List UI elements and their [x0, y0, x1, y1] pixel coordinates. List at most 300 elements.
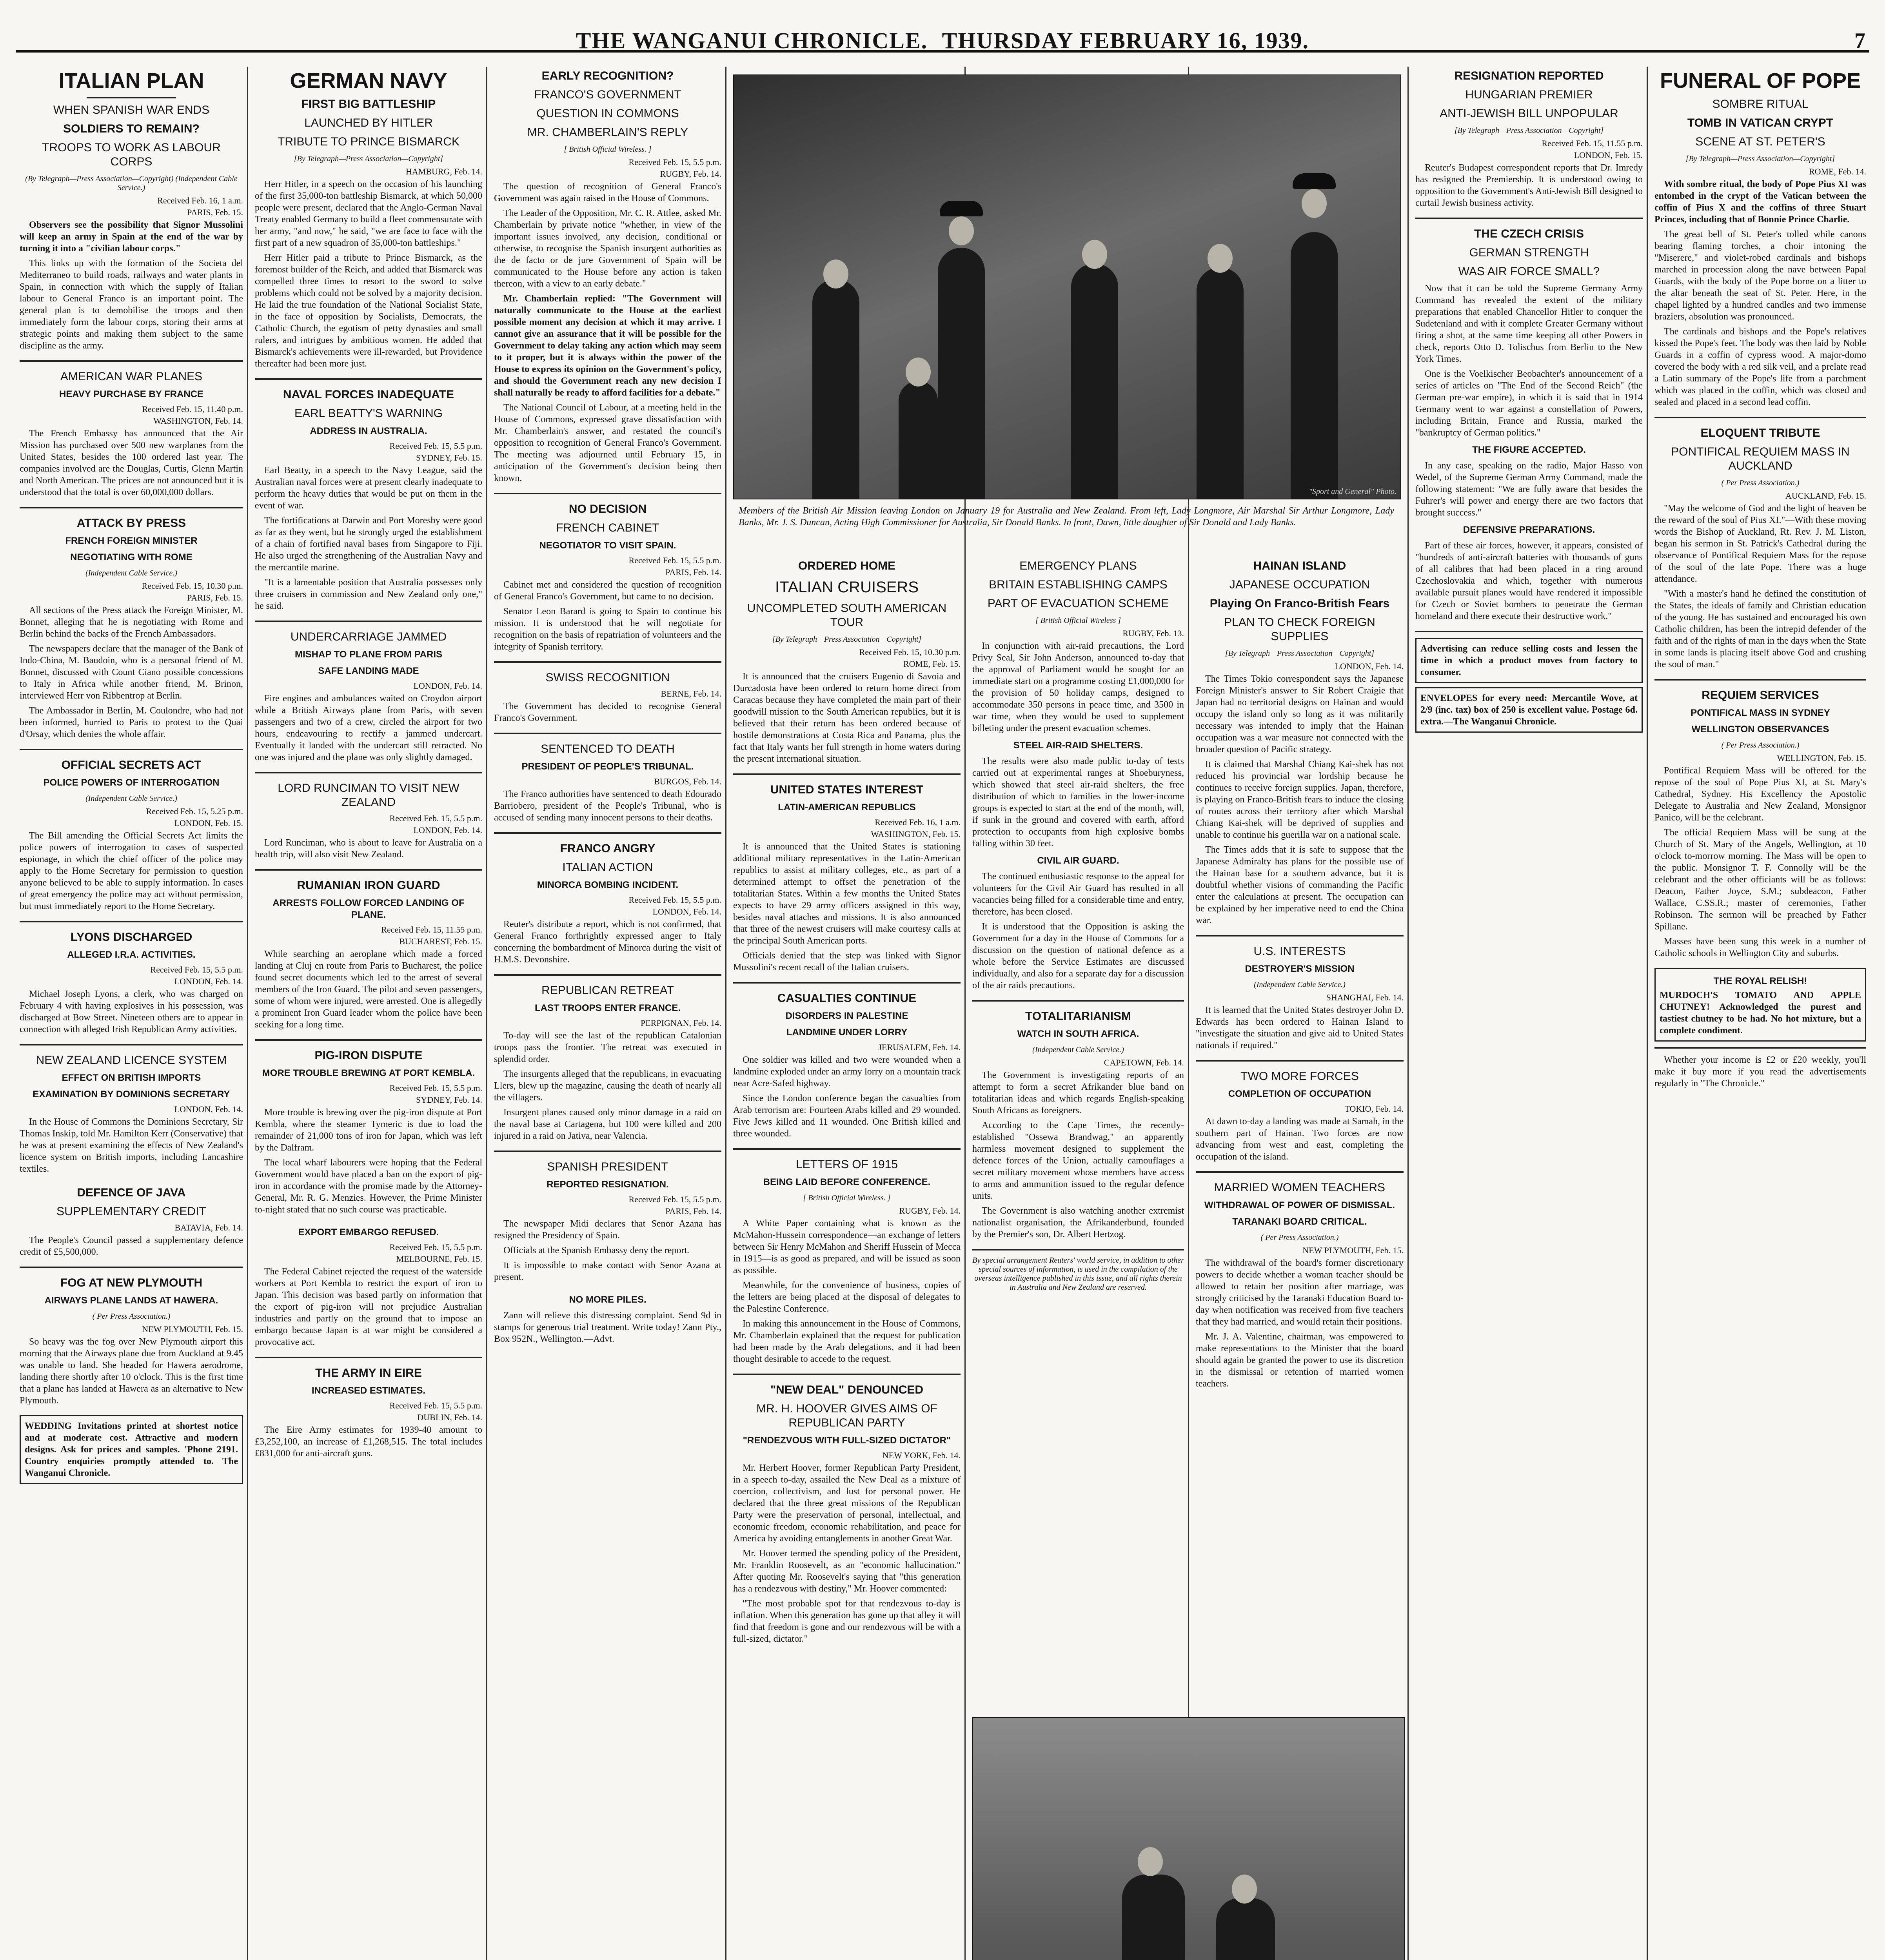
paragraph: It is understood that the Opposition is asking the Government for a day in the House of Commons for a discussion on the question of national defence as a whole before the Service Estimates are discussed individually, and also for a separate day for a discussion of the air raids precautions.: [972, 922, 1184, 991]
received-line: Received Feb. 15, 5.25 p.m.: [146, 806, 243, 816]
headline: TWO MORE FORCES: [1240, 1070, 1359, 1083]
subheadline: EFFECT ON BRITISH IMPORTS: [62, 1073, 201, 1083]
wire-credit: [By Telegraph—Press Association—Copyright]: [1454, 126, 1604, 135]
dateline: ROME, Feb. 14.: [1809, 167, 1866, 176]
received-line: Received Feb. 15, 5.5 p.m.: [150, 965, 243, 975]
dateline: TOKIO, Feb. 14.: [1344, 1104, 1404, 1114]
advert-income: Whether your income is £2 or £20 weekly, you'll make it buy more if you read the advertisements regularly in "The Chronicle.": [1654, 1055, 1866, 1089]
column-6: [1192, 557, 1407, 1709]
paragraph: Meanwhile, for the convenience of business, copies of the letters are being placed at the disposal of delegates to the Palestine Conference.: [733, 1280, 961, 1314]
received-line: Received Feb. 15, 5.5 p.m.: [389, 1242, 482, 1252]
figure-silhouette: [899, 381, 938, 499]
article-czech-crisis: [1415, 225, 1643, 622]
section-subhead: STEEL AIR-RAID SHELTERS.: [1013, 740, 1143, 751]
divider: [20, 507, 243, 508]
column-3: [490, 67, 725, 1960]
paragraph: The French Embassy has announced that the Air Mission has purchased over 500 new warplanes from the United States, besides the 100 ordered last year. The companies involved are the Douglas, Curtis, Glenn Martin and North American. The prices are not announced but it is understood that the total is over 60,000,000 dollars.: [20, 428, 243, 497]
headline: NO MORE PILES.: [569, 1294, 646, 1305]
article-early-recognition: [494, 67, 721, 484]
article-us-interest: [733, 780, 961, 973]
photo-air-mission: [733, 74, 1401, 499]
advert-text: MURDOCH'S TOMATO AND APPLE CHUTNEY! Acknowledged the purest and tastiest chutney to be had. No hot mixture, but a complete condiment.: [1660, 990, 1861, 1036]
received-line: Received Feb. 15, 11.40 p.m.: [142, 404, 243, 414]
column-rule: [247, 67, 248, 1960]
wire-credit: [ British Official Wireless. ]: [564, 145, 652, 154]
dateline: AUCKLAND, Feb. 15.: [1785, 491, 1866, 501]
paragraph: Pontifical Requiem Mass will be offered for the repose of the soul of Pope Pius XI, at St. Mary's Cathedral, Sydney. His Excellency the Apostolic Delegate to Australia and New Zealand, Monsignor Panico, will be the celebrant.: [1654, 766, 1866, 823]
headline: FRANCO ANGRY: [560, 842, 656, 855]
dateline: WELLINGTON, Feb. 15.: [1777, 753, 1866, 763]
paragraph: Observers see the possibility that Signor Mussolini will keep an army in Spain at the end of the war by turning it into a "civilian labour corps.": [20, 220, 243, 254]
advert-advertising: [1415, 638, 1643, 683]
divider: [20, 1267, 243, 1268]
article-undercarriage: [255, 628, 482, 763]
section-subhead: DEFENSIVE PREPARATIONS.: [1463, 524, 1595, 535]
column-rule: [725, 67, 726, 1960]
subheadline: ITALIAN CRUISERS: [775, 579, 919, 596]
received-line: Received Feb. 15, 10.30 p.m.: [859, 647, 961, 657]
paragraph: It is learned that the United States destroyer John D. Edwards has been ordered to Hainan Island to "investigate the situation and give aid to United States nationals if required.": [1196, 1005, 1404, 1051]
article-italian-plan: [20, 67, 243, 352]
received-line: Received Feb. 15, 5.5 p.m.: [628, 157, 721, 167]
subheadline: SOLDIERS TO REMAIN?: [63, 122, 200, 135]
article-funeral-of-pope: [1654, 67, 1866, 408]
subheadline: WAS AIR FORCE SMALL?: [1458, 265, 1600, 278]
subheadline: ADDRESS IN AUSTRALIA.: [310, 426, 427, 436]
subheadline: ANTI-JEWISH BILL UNPOPULAR: [1440, 107, 1618, 120]
paragraph: The insurgents alleged that the republicans, in evacuating Llers, blew up the magazine, causing the death of nearly all the villagers.: [494, 1069, 721, 1103]
newspaper-title: THE WANGANUI CHRONICLE.: [576, 28, 928, 53]
headline: UNITED STATES INTEREST: [770, 783, 924, 796]
dateline: SYDNEY, Feb. 15.: [416, 453, 482, 463]
article-letters-1915: [733, 1155, 961, 1365]
subheadline: LAST TROOPS ENTER FRANCE.: [534, 1003, 681, 1013]
advert-no-more-piles: [494, 1292, 721, 1345]
subheadline: FRANCO'S GOVERNMENT: [534, 88, 681, 101]
paragraph: Insurgent planes caused only minor damage in a raid on the naval base at Cartagena, but 100 were killed and 200 injured in a raid on Jativa, near Valencia.: [494, 1107, 721, 1141]
dateline: RUGBY, Feb. 14.: [899, 1206, 961, 1216]
paragraph: Herr Hitler, in a speech on the occasion of his launching of the first 35,000-ton battleship Bismarck, at which 50,000 people were present, declared that the Anglo-German Naval Treaty enabled Germany to build a fleet commensurate with her army, "and now," he said, "we are face to face with the first part of a new squadron of 35,000-ton battleships.": [255, 179, 482, 248]
headline: "NEW DEAL" DENOUNCED: [770, 1383, 924, 1396]
article-hainan-island: [1196, 557, 1404, 926]
subheadline: FIRST BIG BATTLESHIP: [301, 98, 436, 111]
article-ordered-home: [733, 557, 961, 765]
headline: SWISS RECOGNITION: [545, 671, 670, 684]
subheadline: DISORDERS IN PALESTINE: [785, 1011, 908, 1021]
paragraph: Reuter's Budapest correspondent reports that Dr. Imredy has resigned the Premiership. It is understood owing to opposition to the Government's Anti-Jewish Bill designed to curtail Jewish business activity.: [1415, 163, 1643, 208]
divider: [1654, 679, 1866, 681]
subheadline: MISHAP TO PLANE FROM PARIS: [294, 649, 443, 660]
dateline: WASHINGTON, Feb. 15.: [871, 829, 961, 839]
paragraph: The National Council of Labour, at a meeting held in the House of Commons, expressed grave dissatisfaction with Mr. Chamberlain's answer, and restated the council's opposition to recognition of General Franco's Government. The meeting was adjourned until February 15, in anticipation of the Government's decision being then known.: [494, 403, 721, 483]
subheadline: PONTIFICAL REQUIEM MASS IN AUCKLAND: [1671, 445, 1850, 472]
column-4: [729, 557, 964, 1960]
subheadline: EARL BEATTY'S WARNING: [294, 407, 443, 420]
paragraph: "The most probable spot for that rendezvous to-day is inflation. When this generation has gone up that alley it will find that freedom is gone and our rendezvous will be with a full-sized, dictator.": [733, 1599, 961, 1644]
article-resignation-reported: [1415, 67, 1643, 209]
headline: NAVAL FORCES INADEQUATE: [283, 388, 454, 401]
paragraph: Officials denied that the step was linked with Signor Mussolini's recent recall of the Italian cruisers.: [733, 951, 961, 973]
subheadline: COMPLETION OF OCCUPATION: [1228, 1089, 1371, 1099]
article-fog: [20, 1274, 243, 1406]
received-line: Received Feb. 15, 5.5 p.m.: [389, 1083, 482, 1093]
face-shape: [1302, 189, 1327, 218]
article-runciman: [255, 779, 482, 860]
subheadline: TOMB IN VATICAN CRYPT: [1687, 116, 1834, 129]
dateline: NEW PLYMOUTH, Feb. 15.: [142, 1324, 243, 1334]
paragraph: It is announced that the cruisers Eugenio di Savoia and Durcadosta have been ordered to return home direct from Caracas because they have completed the main part of their goodwill mission to the South American republics, but it is believed that their return has been ordered because of hostile demonstrations at Costa Rica and Panama, plus the fact that Italy wants her full strength in home waters during the present international situation.: [733, 671, 961, 764]
masthead-title-line: [16, 27, 1869, 54]
wire-credit: [By Telegraph—Press Association—Copyright]: [1685, 154, 1835, 163]
face-shape: [949, 216, 974, 245]
article-american-war-planes: [20, 367, 243, 498]
divider: [494, 1151, 721, 1152]
paragraph: Mr. Herbert Hoover, former Republican Party President, in a speech to-day, assailed the New Deal as a mixture of coercion, collectivism, and lust for personal power. He declared that the three great missions of the Republican Party were the preservation of personal, intellectual, and economic freedom, economic rehabilitation, and peace for America by avoiding entanglements in another Great War.: [733, 1463, 961, 1544]
headline: ITALIAN PLAN: [58, 69, 204, 93]
article-eloquent-tribute: [1654, 424, 1866, 670]
subheadline: PONTIFICAL MASS IN SYDNEY: [1691, 708, 1830, 718]
paragraph: Since the London conference began the casualties from Arab terrorism are: Fourteen Arabs killed and 29 wounded. Five Jews killed and 11 wounded. One British killed and three wounded.: [733, 1093, 961, 1139]
subheadline: WITHDRAWAL OF POWER OF DISMISSAL.: [1204, 1200, 1395, 1210]
dateline: LONDON, Feb. 14.: [1335, 661, 1404, 671]
paragraph: Earl Beatty, in a speech to the Navy League, said the Australian naval forces were at present clearly inadequate to perform the heavy duties that would be put on them in the event of war.: [255, 465, 482, 511]
divider: [1654, 417, 1866, 418]
article-swiss-recognition: [494, 668, 721, 724]
dateline: WASHINGTON, Feb. 14.: [153, 416, 243, 426]
article-licence-system: [20, 1051, 243, 1175]
subheadline: MINORCA BOMBING INCIDENT.: [537, 880, 679, 890]
subheadline: QUESTION IN COMMONS: [536, 107, 679, 120]
headline: EARLY RECOGNITION?: [541, 69, 674, 82]
subheadline: PRESIDENT OF PEOPLE'S TRIBUNAL.: [521, 761, 694, 772]
paragraph: "May the welcome of God and the light of heaven be the reward of the soul of Pius XI."—With these moving words the Bishop of Auckland, Rt. Rev. J. M. Liston, began his sermon in St. Patrick's Cathedral during the observance of Pontifical Requiem Mass for the repose of the soul of the late Pope. There was a huge attendance.: [1654, 503, 1866, 584]
subheadline: TROOPS TO WORK AS LABOUR CORPS: [42, 141, 221, 168]
divider: [1654, 1047, 1866, 1049]
paragraph: To-day will see the last of the republican Catalonian troops pass the frontier. The retreat was executed in splendid order.: [494, 1031, 721, 1064]
wire-credit: (By Telegraph—Press Association—Copyright) (Independent Cable Service.): [25, 174, 238, 192]
received-line: Received Feb. 15, 5.5 p.m.: [628, 895, 721, 905]
column-2: [251, 67, 486, 1960]
wire-credit: (Independent Cable Service.): [1254, 980, 1346, 989]
article-export-embargo: [255, 1224, 482, 1348]
subheadline: WHEN SPANISH WAR ENDS: [53, 103, 210, 116]
headline: THE CZECH CRISIS: [1474, 227, 1584, 240]
paragraph: The newspapers declare that the manager of the Bank of Indo-China, M. Baudoin, who is a personal friend of M. Bonnet, discussed with Count Ciano possible concessions to Italy in Africa while another friend, M. Brinon, interviewed Herr von Ribbentrop at Berlin.: [20, 644, 243, 701]
face-shape: [906, 358, 931, 387]
headline: HAINAN ISLAND: [1253, 559, 1346, 572]
subheadline: REPORTED RESIGNATION.: [547, 1179, 669, 1190]
figure-silhouette: [1122, 1875, 1185, 1960]
headline: DEFENCE OF JAVA: [77, 1186, 186, 1199]
paragraph: Michael Joseph Lyons, a clerk, who was charged on February 4 with having explosives in his possession, was discharged at Bow Street. Nineteen others are to appear in connection with alleged Irish Republican Army activities.: [20, 989, 243, 1034]
dateline: JERUSALEM, Feb. 14.: [878, 1042, 961, 1052]
headline: NO DECISION: [568, 503, 647, 515]
face-shape: [1232, 1875, 1257, 1904]
face-shape: [1208, 244, 1233, 273]
subheadline: HEAVY PURCHASE BY FRANCE: [59, 389, 204, 399]
wire-credit: [By Telegraph—Press Association—Copyright]: [772, 635, 922, 644]
divider: [20, 921, 243, 922]
paragraph: The local wharf labourers were hoping that the Federal Government would have placed a ban on the export of pig-iron in accordance with the promise made by the Attorney-General, Mr. R. G. Menzies. However, the Prime Minister to-night stated that no such course was practicable.: [255, 1158, 482, 1215]
paragraph: "With a master's hand he defined the constitution of the States, the ideals of family and Christian education of the young. He has sustained and encouraged his own Catholic children, has been the intrepid defender of the faith and of the rights of man in the days when the State in some lands is placing itself above God and crushing the soul of man.": [1654, 589, 1866, 670]
subheadline: SCENE AT ST. PETER'S: [1695, 135, 1825, 148]
divider: [494, 974, 721, 976]
headline: OFFICIAL SECRETS ACT: [61, 759, 202, 771]
article-married-women-teachers: [1196, 1178, 1404, 1390]
dateline: SHANGHAI, Feb. 14.: [1326, 993, 1404, 1002]
article-rumanian-iron-guard: [255, 876, 482, 1031]
divider: [494, 661, 721, 663]
dateline: CAPETOWN, Feb. 14.: [1104, 1058, 1184, 1067]
divider: [1196, 1171, 1404, 1173]
figure-silhouette: [1291, 232, 1338, 499]
column-rule: [486, 67, 487, 1960]
reuters-notice: By special arrangement Reuters' world service, in addition to other special sources of information, is used in the compilation of the overseas intelligence published in this issue, and all rights therein in Australia and New Zealand are reserved.: [972, 1256, 1184, 1292]
subheadline: MORE TROUBLE BREWING AT PORT KEMBLA.: [262, 1068, 475, 1078]
article-german-navy: [255, 67, 482, 370]
dateline: NEW YORK, Feb. 14.: [882, 1450, 961, 1460]
figure-silhouette: [1216, 1898, 1275, 1960]
paragraph: It is impossible to make contact with Senor Azana at present.: [494, 1260, 721, 1282]
article-totalitarianism: [972, 1007, 1184, 1240]
subheadline: AIRWAYS PLANE LANDS AT HAWERA.: [44, 1295, 218, 1306]
paragraph: The results were also made public to-day of tests carried out at experimental ranges at Shoeburyness, which showed that steel air-raid shelters, the free distribution of which to families in the lower-income groups is expected to start at the end of the month, will, if sunk in the ground and covered with earth, afford protection to occupants from high explosive bombs falling within 30 feet.: [972, 756, 1184, 849]
figure-silhouette: [1197, 267, 1244, 499]
article-naval-forces: [255, 385, 482, 612]
dateline: ROME, Feb. 15.: [903, 659, 961, 669]
advert-royal-relish: [1654, 968, 1866, 1042]
paragraph: Zann will relieve this distressing complaint. Send 9d in stamps for generous trial treatment. Write today! Zann Pty., Box 952N., Wellington.—Advt.: [494, 1310, 721, 1344]
paragraph: Officials at the Spanish Embassy deny the report.: [503, 1245, 690, 1256]
divider: [1415, 631, 1643, 632]
photo-caption: Members of the British Air Mission leaving London on January 19 for Australia and New Zealand. From left, Lady Longmore, Air Marshal Sir Arthur Longmore, Lady Banks, Mr. J. S. Duncan, Acting High Commissioner for Australia, Sir Donald Banks. In front, Dawn, little daughter of Sir Donald and Lady Banks.: [739, 506, 1394, 528]
divider: [255, 869, 482, 871]
divider: [87, 97, 176, 98]
paragraph: Mr. Chamberlain replied: "The Government will naturally communicate to the House at the earliest possible moment any decision at which it may arrive. I cannot give an assurance that it will be possible for the Government to delay taking any action which may seem to it proper, but it is always within the power of the House to express its opinion on the Government's policy, and should the Government reach any new decision I shall naturally be ready to afford facilities for a debate.": [494, 294, 721, 398]
paragraph: According to the Cape Times, the recently-established "Ossewa Brandwag," an apparently harmless movement designed to supplement the defence forces of the Union, actually camouflages a secret military movement whose members have access to arms and ammunition issued to the regular defence units.: [972, 1120, 1184, 1201]
divider: [1415, 218, 1643, 219]
paragraph: Masses have been sung this week in a number of Catholic schools in Wellington City and suburbs.: [1654, 936, 1866, 958]
photo-duke-of-kent: [972, 1717, 1405, 1960]
paragraph: In making this announcement in the House of Commons, Mr. Chamberlain explained that the request for publication had been made by the Arab delegations, and it had been thought desirable to accede to the request.: [733, 1319, 961, 1364]
article-sentenced-to-death: [494, 740, 721, 824]
dateline: PARIS, Feb. 15.: [187, 207, 243, 217]
divider: [1196, 1060, 1404, 1062]
section-subhead: THE FIGURE ACCEPTED.: [1472, 445, 1586, 455]
dateline: MELBOURNE, Feb. 15.: [396, 1254, 482, 1264]
masthead: [16, 3, 1869, 62]
received-line: Received Feb. 15, 11.55 p.m.: [381, 925, 482, 935]
headline: THE ARMY IN EIRE: [315, 1367, 422, 1379]
subheadline: BRITAIN ESTABLISHING CAMPS: [989, 578, 1168, 591]
dateline: LONDON, Feb. 15.: [1574, 150, 1643, 160]
paragraph: While searching an aeroplane which made a forced landing at Cluj en route from Paris to Bucharest, the police found secret documents which led to the arrest of several members of the Iron Guard. The pilot and seven passengers, some of whom were injured, were arrested. One is allegedly a prominent Iron Guard leader whom the police have been seeking for a long time.: [255, 949, 482, 1030]
section-subhead: CIVIL AIR GUARD.: [1037, 855, 1119, 866]
subheadline: TARANAKI BOARD CRITICAL.: [1232, 1216, 1367, 1227]
headline: SPANISH PRESIDENT: [547, 1160, 668, 1173]
headline: EXPORT EMBARGO REFUSED.: [298, 1227, 439, 1238]
article-no-decision: [494, 500, 721, 653]
subheadline: JAPANESE OCCUPATION: [1229, 578, 1370, 591]
divider: [733, 1148, 961, 1150]
headline: FUNERAL OF POPE: [1660, 69, 1861, 93]
headline: CASUALTIES CONTINUE: [777, 992, 917, 1005]
subheadline: UNCOMPLETED SOUTH AMERICAN TOUR: [747, 602, 947, 629]
paragraph: The Bill amending the Official Secrets Act limits the police powers of interrogation to cases of suspected espionage, in which the chief officer of the police may apply to the Home Secretary for permission to question anyone believed to be able to supply information. In cases of great emergency the police may act without permission, but must immediately report to the Home Secretary.: [20, 831, 243, 911]
headline: MARRIED WOMEN TEACHERS: [1214, 1181, 1386, 1194]
headline: TOTALITARIANISM: [1025, 1010, 1131, 1023]
paragraph: In any case, speaking on the radio, Major Hasso von Wedel, of the Supreme German Army Command, made the following statement: "We are fully aware that besides the Fuhrer's will power and energy there are two factors that brought success.": [1415, 461, 1643, 518]
headline: FOG AT NEW PLYMOUTH: [60, 1276, 203, 1289]
headline: NEW ZEALAND LICENCE SYSTEM: [36, 1054, 227, 1067]
dateline: RUGBY, Feb. 14.: [660, 169, 721, 179]
subheadline: POLICE POWERS OF INTERROGATION: [43, 777, 220, 788]
subheadline: SAFE LANDING MADE: [318, 666, 419, 676]
advert-text: WEDDING Invitations printed at shortest notice and at moderate cost. Attractive and modern designs. Ask for prices and samples. 'Phone 2191. Country enquiries promptly attended to. The Wanganui Chronicle.: [25, 1421, 238, 1478]
subheadline: FRENCH CABINET: [556, 521, 659, 534]
face-shape: [823, 260, 848, 289]
article-emergency-plans: [972, 557, 1184, 991]
article-franco-angry: [494, 839, 721, 965]
subheadline: TRIBUTE TO PRINCE BISMARCK: [278, 135, 459, 148]
wire-credit: ( Per Press Association.): [1721, 741, 1800, 750]
subheadline: INCREASED ESTIMATES.: [311, 1385, 426, 1396]
divider: [972, 1249, 1184, 1250]
face-shape: [1082, 240, 1107, 269]
paragraph: The withdrawal of the board's former discretionary powers to decide whether a woman teacher should be allowed to retain her position after marriage, was strongly criticised by the Taranaki Education Board to-day when notification was received from five teachers that they had married, and would retain their positions.: [1196, 1258, 1404, 1327]
headline: RESIGNATION REPORTED: [1454, 69, 1604, 82]
figure-silhouette: [812, 279, 859, 499]
wire-credit: [ British Official Wireless ]: [1035, 616, 1121, 625]
subheadline: PLAN TO CHECK FOREIGN SUPPLIES: [1224, 616, 1375, 643]
headline: GERMAN NAVY: [290, 69, 447, 93]
received-line: Received Feb. 15, 5.5 p.m.: [628, 555, 721, 565]
paragraph: Reuter's distribute a report, which is not confirmed, that General Franco forthrightly expressed anger to Italy concerning the bombardment of Minorca during the visit of H.M.S. Devonshire.: [494, 919, 721, 965]
divider: [255, 378, 482, 380]
headline: U.S. INTERESTS: [1253, 945, 1346, 958]
subheadline: SUPPLEMENTARY CREDIT: [56, 1205, 206, 1218]
article-spanish-president: [494, 1158, 721, 1283]
paragraph: The Government is also watching another extremist nationalist organisation, the Afrikanderbund, founded by the Premier's son, Dr. Albert Hertzog.: [972, 1206, 1184, 1240]
paragraph: With sombre ritual, the body of Pope Pius XI was entombed in the crypt of the Vatican between the coffin of Pius X and the coffins of three Stuart Princes, including that of Bonnie Prince Charlie.: [1654, 179, 1866, 225]
wire-credit: (Independent Cable Service.): [85, 569, 177, 577]
subheadline: GERMAN STRENGTH: [1469, 246, 1589, 259]
paragraph: In the House of Commons the Dominions Secretary, Sir Thomas Inskip, told Mr. Hamilton Kerr (Conservative) that he was at present examining the effects of New Zealand's licence system on British imports, including Lancashire textiles.: [20, 1117, 243, 1174]
paragraph: All sections of the Press attack the Foreign Minister, M. Bonnet, alleging that he is negotiating with Rome and Berlin behind the backs of the French Ambassadors.: [20, 605, 243, 639]
divider: [255, 1357, 482, 1358]
column-rule: [1407, 67, 1409, 1960]
figure-silhouette: [938, 248, 985, 499]
face-shape: [1138, 1847, 1163, 1876]
subheadline: Playing On Franco-British Fears: [1209, 597, 1390, 610]
paragraph: The great bell of St. Peter's tolled while canons bearing flaming torches, a choir intoning the "Miserere," and violet-robed cardinals and bishops marched in procession along the nave between Papal Guards, with the body of the Pope borne on a litter to the altar beneath the seat of St. Peter. Here, in the chapel lighted by a hundred candles and two immense braziers, absolution was pronounced.: [1654, 229, 1866, 322]
article-attack-by-press: [20, 514, 243, 740]
subheadline: MR. H. HOOVER GIVES AIMS OF REPUBLICAN PARTY: [756, 1402, 937, 1429]
article-defence-of-java: [20, 1183, 243, 1258]
wire-credit: ( Per Press Association.): [1721, 479, 1800, 487]
headline: LORD RUNCIMAN TO VISIT NEW ZEALAND: [278, 782, 459, 809]
dateline: LONDON, Feb. 14.: [413, 681, 482, 691]
dateline: BATAVIA, Feb. 14.: [174, 1223, 243, 1232]
divider: [255, 1039, 482, 1041]
dateline: BUCHAREST, Feb. 15.: [399, 936, 482, 946]
paragraph: Mr. Hoover termed the spending policy of the President, Mr. Franklin Roosevelt, as an "economic hallucination." After quoting Mr. Roosevelt's saying that "this generation has a rendezvous with destiny," Mr. Hoover commented:: [733, 1548, 961, 1594]
subheadline: EXAMINATION BY DOMINIONS SECRETARY: [33, 1089, 230, 1100]
paragraph: The Franco authorities have sentenced to death Edourado Barriobero, president of the People's Tribunal, who is accused of sending many innocent persons to their deaths.: [494, 789, 721, 823]
headline: EMERGENCY PLANS: [1019, 559, 1137, 572]
paragraph: Now that it can be told the Supreme Germany Army Command has revealed the extent of the military preparations that enabled Chancellor Hitler to conquer the Sudetenland and with it complete Greater Germany without firing a shot, at the same time keeping all other Powers in check, reports Otto D. Tolischus from Berlin to the New York Times.: [1415, 283, 1643, 364]
subheadline: "RENDEZVOUS WITH FULL-SIZED DICTATOR": [743, 1435, 951, 1446]
dateline: LONDON, Feb. 14.: [174, 1104, 243, 1114]
paragraph: In conjunction with air-raid precautions, the Lord Privy Seal, Sir John Anderson, announced to-day that the approval of Parliament would be sought for an immediate start on a programme costing £1,000,000 for the provision of 50 holiday camps, designed to accommodate 350 persons in peace time, and 3500 in war time, when they would be used to supplement billeting under the present evacuation schemes.: [972, 641, 1184, 733]
dateline: SYDNEY, Feb. 14.: [416, 1095, 482, 1105]
divider: [1196, 935, 1404, 936]
paragraph: "It is a lamentable position that Australia possesses only three cruisers in commission and New Zealand only one," he said.: [255, 577, 482, 611]
paragraph: One is the Voelkischer Beobachter's announcement of a series of articles on "The End of the Second Reich" (the German pre-war empire), in which it is said that in 1914 Germany went to war against a constellation of Powers, including Britain, France and Russia, marked the "bankruptcy of German politics.": [1415, 369, 1643, 438]
subheadline: NEGOTIATING WITH ROME: [70, 552, 192, 563]
dateline: LONDON, Feb. 14.: [174, 976, 243, 986]
subheadline: LAUNCHED BY HITLER: [304, 116, 433, 129]
dateline: LONDON, Feb. 15.: [174, 818, 243, 828]
divider: [255, 772, 482, 773]
column-7: [1411, 67, 1647, 1960]
subheadline: WELLINGTON OBSERVANCES: [1691, 724, 1829, 735]
headline: LETTERS OF 1915: [795, 1158, 898, 1171]
subheadline: DESTROYER'S MISSION: [1245, 964, 1355, 974]
article-casualties: [733, 989, 961, 1140]
subheadline: LATIN-AMERICAN REPUBLICS: [778, 802, 916, 813]
subheadline: BEING LAID BEFORE CONFERENCE.: [763, 1177, 931, 1187]
paragraph: The Ambassador in Berlin, M. Coulondre, who had not been informed, hurried to Paris to protest to the Quai d'Orsay, which denies the whole affair.: [20, 706, 243, 739]
wire-credit: ( Per Press Association.): [1260, 1233, 1339, 1242]
paragraph: The Times Tokio correspondent says the Japanese Foreign Minister's answer to Sir Robert Craigie that Japan had no territorial designs on Hainan and would occupy the island only so long as it was militarily necessary was intended to imply that the Hainan occupation was a war measure not connected with the broader question of Pacific strategy.: [1196, 674, 1404, 755]
page-number: 7: [1854, 29, 1865, 53]
wire-credit: [By Telegraph—Press Association—Copyright]: [1225, 649, 1375, 658]
dateline: LONDON, Feb. 14.: [652, 907, 721, 916]
figure-silhouette: [1071, 263, 1118, 499]
article-army-in-eire: [255, 1364, 482, 1459]
headline: SENTENCED TO DEATH: [541, 742, 675, 755]
paragraph: Fire engines and ambulances waited on Croydon airport while a British Airways plane from Paris, with seven passengers and two of a crew, circled the airport for two hours, endeavouring to rectify a jammed undercart. Eventually it landed with the undercart still retracted. No one was injured and the plane was only slightly damaged.: [255, 693, 482, 762]
paragraph: This links up with the formation of the Societa del Mediterraneo to build roads, railways and water plants in Spain, in connection with which the supply of Italian labour to General Franco is an important point. The general plan is to demobilise the troops and then immediately form the labour corps, storing their arms at strategic points and making them subject to the same discipline as the army.: [20, 258, 243, 351]
paragraph: The cardinals and bishops and the Pope's relatives kissed the Pope's feet. The body was then laid by Noble Guards in a coffin of cypress wood. A major-domo covered the body with a red silk veil, and a prelate read a Latin summary of the Pope's life from a parchment which was placed in the coffin, which was closed and sealed and placed in a second lead coffin.: [1654, 327, 1866, 407]
dateline: DUBLIN, Feb. 14.: [417, 1412, 482, 1422]
received-line: Received Feb. 15, 5.5 p.m.: [628, 1194, 721, 1204]
advert-text: ENVELOPES for every need: Mercantile Wove, at 2/9 (inc. tax) box of 250 is excellent value. Postage 6d. extra.—The Wanganui Chronicle.: [1420, 693, 1638, 727]
divider: [733, 982, 961, 984]
paragraph: The Eire Army estimates for 1939-40 amount to £3,252,100, an increase of £1,268,515. The total includes £831,000 for anti-aircraft guns.: [255, 1425, 482, 1459]
headline: RUMANIAN IRON GUARD: [297, 879, 440, 892]
subheadline: FRENCH FOREIGN MINISTER: [65, 535, 198, 546]
divider: [494, 832, 721, 834]
divider: [494, 493, 721, 494]
paragraph: A White Paper containing what is known as the McMahon-Hussein correspondence—an exchange of letters between Sir Henry McMahon and Sheriff Hussein of Mecca in 1915—is as good as prepared, and will be issued as soon as possible.: [733, 1218, 961, 1276]
headline: AMERICAN WAR PLANES: [60, 370, 203, 383]
article-new-deal: [733, 1381, 961, 1645]
masthead-rule: [16, 50, 1869, 53]
subheadline: MR. CHAMBERLAIN'S REPLY: [527, 126, 688, 139]
headline: REPUBLICAN RETREAT: [541, 984, 674, 997]
paragraph: Part of these air forces, however, it appears, consisted of "hundreds of anti-aircraft batteries with thousands of guns of all calibres that had been placed in a ring around Czechoslovakia and which, together with numerous available pursuit planes would have rendered it impossible for Czech or Soviet bombers to penetrate the German homeland and there execute their destructive work.": [1415, 541, 1643, 621]
paragraph: The Federal Cabinet rejected the request of the waterside workers at Port Kembla to restrict the export of iron to Japan. This decision was based partly on information that the export of pig-iron will not prejudice Australian industries and partly on the ground that to impose an embargo because Japan is at war might be considered a provocative act.: [255, 1267, 482, 1347]
subheadline: HUNGARIAN PREMIER: [1465, 88, 1593, 101]
paragraph: The Government is investigating reports of an attempt to form a secret Afrikander blue band on totalitarian ideas and which regards English-speaking South Africans as foreigners.: [972, 1070, 1184, 1116]
dateline: RUGBY, Feb. 13.: [1122, 628, 1184, 638]
subheadline: WATCH IN SOUTH AFRICA.: [1017, 1029, 1139, 1039]
paragraph: The question of recognition of General Franco's Government was again raised in the House of Commons.: [494, 181, 721, 203]
column-8: [1651, 67, 1870, 1960]
received-line: Received Feb. 16, 1 a.m.: [875, 817, 961, 827]
